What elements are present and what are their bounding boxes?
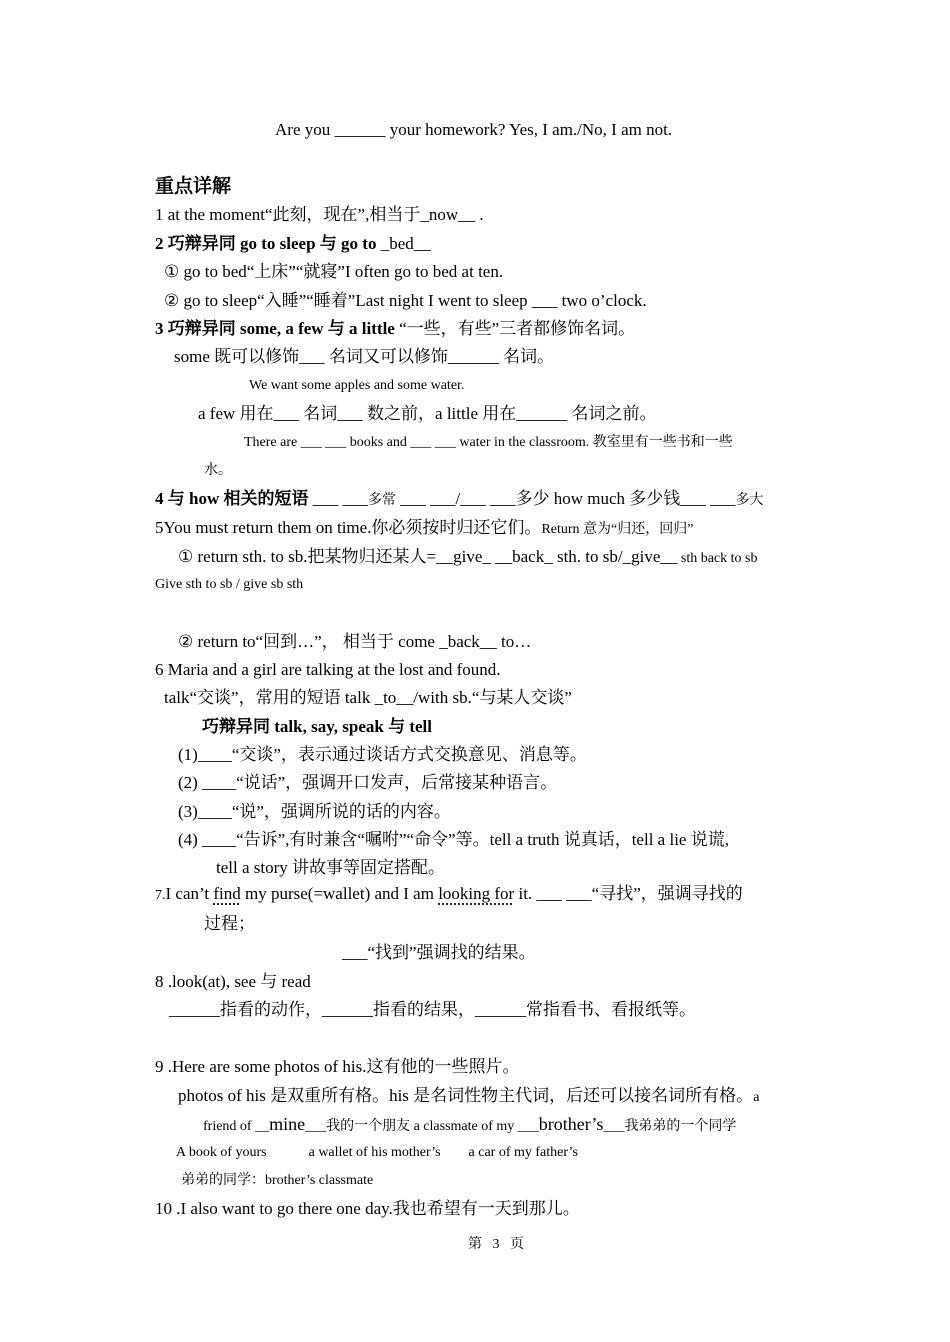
point-3-desc: “一些，有些”三者都修饰名词。 xyxy=(394,319,636,338)
point-2-item-2: ② go to sleep“入睡”“睡着”Last night I went to sleep ___ two o’clock. xyxy=(164,291,647,310)
point-5-note-2: Give sth to sb / give sb sth xyxy=(155,577,304,592)
point-9-desc-text: photos of his 是双重所有格。his 是名词性物主代词，后还可以接名词所有格。 xyxy=(178,1086,754,1105)
point-9-ex-2b: ___ xyxy=(603,1119,625,1134)
point-8: 8 .look(at), see 与 read xyxy=(155,972,311,991)
point-3-example-2: There are ___ ___ books and ___ ___ water in the classroom. 教室里有一些书和一些 xyxy=(244,435,733,450)
point-3-example-1: We want some apples and some water. xyxy=(249,378,465,393)
point-9-more-examples: A book of yours a wallet of his mother’s a car of my father’s xyxy=(176,1145,578,1160)
point-3-some: some 既可以修饰___ 名词又可以修饰______ 名词。 xyxy=(174,347,555,366)
page-footer: 第 3 页 xyxy=(468,1237,524,1252)
point-9-examples xyxy=(203,1113,736,1138)
point-7-text-3: it. ___ ___“寻找”，强调寻找的 xyxy=(514,884,743,903)
point-7-find: find xyxy=(213,884,241,903)
point-6-compare-title-text: 巧辩异同 talk, say, speak 与 tell xyxy=(202,717,432,736)
point-2 xyxy=(155,233,431,255)
point-4-label-3: 多大 xyxy=(735,493,764,508)
point-9-ex-mine: mine xyxy=(269,1114,306,1134)
point-9-note: 弟弟的同学：brother’s classmate xyxy=(181,1173,374,1188)
point-6-item-4-cont: tell a story 讲故事等固定搭配。 xyxy=(216,858,446,877)
point-5-item-2: ② return to“回到…”， 相当于 come _back__ to… xyxy=(178,632,532,651)
point-7-text-2: my purse(=wallet) and I am xyxy=(240,884,439,903)
section-heading: 重点详解 xyxy=(155,176,232,197)
point-4-title: 4 与 how 相关的短语 xyxy=(155,489,309,508)
point-4-label-1: 多常 xyxy=(367,493,396,508)
point-5-note: Return 意为“归还，回归” xyxy=(541,522,694,537)
point-3-example-2-cont: 水。 xyxy=(204,463,232,478)
point-7-number: 7. xyxy=(155,888,166,903)
point-9-ex-2: 我的一个朋友 a classmate of my ___ xyxy=(326,1119,539,1134)
point-4-blank-2: ___ ___/___ ___ xyxy=(395,489,516,508)
point-6-compare-title xyxy=(202,716,432,738)
point-7 xyxy=(155,883,743,907)
point-9-desc-tail: a xyxy=(753,1090,760,1105)
point-6-talk: talk“交谈”，常用的短语 talk _to__/with sb.“与某人交谈” xyxy=(164,688,572,707)
point-3-title: 3 巧辩异同 some, a few 与 a little xyxy=(155,319,395,338)
point-7-cont: 过程； xyxy=(204,914,255,933)
point-5 xyxy=(155,517,693,541)
point-2-title: 2 巧辩异同 go to sleep 与 go to xyxy=(155,234,377,253)
point-2-blank: _bed__ xyxy=(376,234,431,253)
point-4 xyxy=(155,488,764,512)
point-9-ex-1a: friend of __ xyxy=(203,1119,270,1134)
point-5-item-1-text: ① return sth. to sb.把某物归还某人=__give_ __back_ sth. to sb/_give__ xyxy=(178,547,678,566)
point-3 xyxy=(155,318,635,340)
point-4-label-2: 多少 how much 多少钱 xyxy=(515,489,681,508)
point-1: 1 at the moment“此刻，现在”,相当于_now__ . xyxy=(155,205,484,224)
point-5-sentence: 5You must return them on time.你必须按时归还它们。 xyxy=(155,518,542,537)
point-4-blank-3: ___ ___ xyxy=(680,489,736,508)
point-6-item-4: (4) ____“告诉”,有时兼含“嘱咐”“命令”等。tell a truth 说真话，tell a lie 说谎, xyxy=(178,830,729,849)
point-8-desc: ______指看的动作，______指看的结果，______常指看书、看报纸等。 xyxy=(169,1000,696,1019)
point-6-item-3: (3)____“说”，强调所说的话的内容。 xyxy=(178,802,451,821)
point-6-item-2: (2) ____“说话”，强调开口发声，后常接某种语言。 xyxy=(178,773,558,792)
point-6-item-1: (1)____“交谈”，表示通过谈话方式交换意见、消息等。 xyxy=(178,745,587,764)
point-7-text-1: I can’t xyxy=(165,884,214,903)
point-7-find-note: ___“找到”强调找的结果。 xyxy=(342,943,536,962)
point-9-ex-brothers: brother’s xyxy=(538,1114,604,1134)
exercise-line: Are you ______ your homework? Yes, I am./No, I am not. xyxy=(275,120,673,139)
point-2-item-1: ① go to bed“上床”“就寝”I often go to bed at ten. xyxy=(164,262,504,281)
point-9-ex-1b: ___ xyxy=(305,1119,327,1134)
point-7-looking-for: looking for xyxy=(438,884,515,903)
point-4-blank-1: ___ ___ xyxy=(308,489,368,508)
point-9: 9 .Here are some photos of his.这有他的一些照片。 xyxy=(155,1057,520,1076)
point-10: 10 .I also want to go there one day.我也希望有一天到那儿。 xyxy=(155,1199,580,1218)
point-5-item-1 xyxy=(178,546,757,570)
point-9-ex-2c: 我弟弟的一个同学 xyxy=(624,1119,737,1134)
point-3-few-little: a few 用在___ 名词___ 数之前，a little 用在______ 名词之前。 xyxy=(198,404,657,423)
point-6: 6 Maria and a girl are talking at the lost and found. xyxy=(155,660,501,679)
point-5-item-1-tail: sth back to sb xyxy=(677,551,758,566)
point-9-desc xyxy=(178,1085,759,1109)
